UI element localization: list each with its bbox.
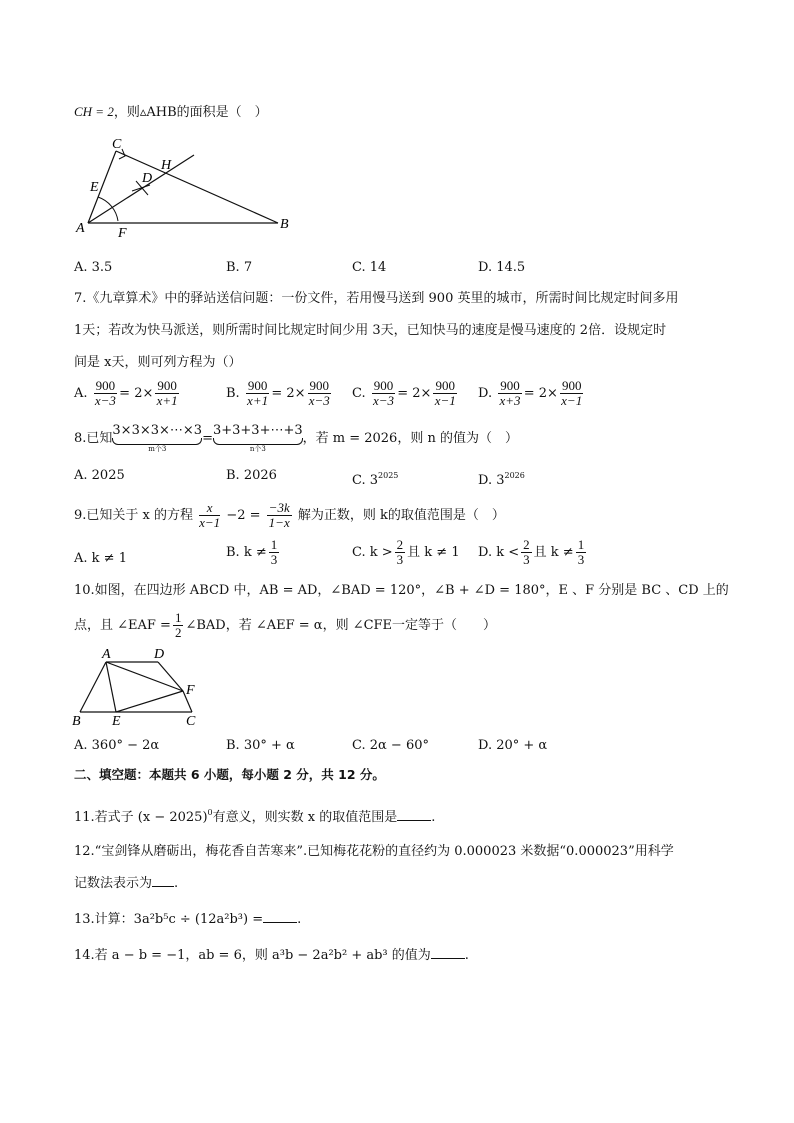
q7-option-c[interactable]: C. $\frac{900}{x-3}$ = 2× $\frac{900}{x-1}$ xyxy=(352,378,456,408)
q8-option-c[interactable]: C. $3^{2025}$ xyxy=(352,471,399,488)
q10-option-a[interactable]: A. 360° − 2α xyxy=(74,738,160,753)
fig-label-a2: A xyxy=(102,647,111,662)
fig-label-c: C xyxy=(112,137,122,152)
q14-answer-blank[interactable] xyxy=(431,946,465,959)
q8-prefix: 8.已知 xyxy=(74,431,113,446)
q7-option-b[interactable]: B. $\frac{900}{x+1}$ = 2× $\frac{900}{x-3}$ xyxy=(226,378,330,408)
q12-answer-blank[interactable] xyxy=(152,874,174,887)
q14-stem: 14.若 a − b = −1，ab = 6，则 a³b − 2a²b² + ab³ 的值为 . xyxy=(74,948,469,963)
q10-option-c[interactable]: C. 2α − 60° xyxy=(352,738,429,753)
fig-label-h: H xyxy=(161,158,172,173)
q9-stem xyxy=(74,501,505,530)
q8-option-b[interactable]: B. 2026 xyxy=(226,468,277,483)
q8-product-label: m个3 xyxy=(148,445,167,453)
q6-triangle-figure xyxy=(72,135,302,240)
q12-line-1: 12.“宝剑锋从磨砺出，梅花香自苦寒来”.已知梅花花粉的直径约为 0.000023 米数据“0.000023”用科学 xyxy=(74,844,674,859)
q8-sum: 3+3+3+⋯+3 xyxy=(212,423,303,438)
q11-exponent: 0 xyxy=(207,808,213,817)
q7-line-2: 1天；若改为快马派送，则所需时间比规定时间少用 3天，已知快马的速度是慢马速度的 2倍．设规定时 xyxy=(74,323,667,338)
q7-option-a[interactable]: A. $\frac{900}{x-3}$ = 2× $\frac{900}{x+1}$ xyxy=(74,378,178,408)
q7-option-d[interactable]: D. $\frac{900}{x+3}$ = 2× $\frac{900}{x-1}$ xyxy=(478,378,583,408)
q9-prefix: 9.已知关于 x 的方程 xyxy=(74,508,193,523)
q6-given: CH = 2 xyxy=(74,104,114,119)
q9-option-d[interactable]: D. k < $\frac{2}{3}$ 且 k ≠ $\frac{1}{3}$ xyxy=(478,537,585,567)
q9-suffix: 解为正数，则 k的取值范围是（ ） xyxy=(297,508,505,523)
section-fill-in-header: 二、填空题：本题共 6 小题，每小题 2 分，共 12 分。 xyxy=(74,767,385,782)
q10-line-2: 点，且 ∠EAF = $\frac{1}{2}$ ∠BAD，若 ∠AEF = α，则 ∠CFE一定等于（ ） xyxy=(74,610,497,640)
q6-option-d[interactable]: D. 14.5 xyxy=(478,260,526,275)
q13-answer-blank[interactable] xyxy=(263,910,297,923)
q11-stem: 11.若式子 $(x - 2025)^0$有意义，则实数 x 的取值范围是 . xyxy=(74,808,436,825)
q8-equals: = xyxy=(202,431,213,446)
q9-option-b[interactable]: B. k ≠ $\frac{1}{3}$ xyxy=(226,537,278,567)
q6-option-a[interactable]: A. 3.5 xyxy=(74,260,113,275)
q8-option-d-exponent: 2026 xyxy=(504,471,525,480)
q10-half-fraction: $\frac{1}{2}$ xyxy=(174,610,182,640)
q8-product: 3×3×3×⋯×3 xyxy=(112,423,203,438)
q9-mid: −2 = xyxy=(226,508,261,523)
q6-option-c[interactable]: C. 14 xyxy=(352,260,387,275)
q8-product-brace xyxy=(112,424,202,453)
q8-sum-brace xyxy=(213,424,303,453)
fig-label-d2: D xyxy=(154,647,165,662)
q10-line-1: 10.如图，在四边形 ABCD 中，AB = AD，∠BAD = 120°，∠B + ∠D = 180°，E 、F 分别是 BC 、CD 上的 xyxy=(74,583,729,598)
q8-option-a[interactable]: A. 2025 xyxy=(74,468,125,483)
q8-option-c-exponent: 2025 xyxy=(378,471,399,480)
q9-option-c[interactable]: C. k > $\frac{2}{3}$ 且 k ≠ 1 xyxy=(352,537,460,567)
q10-quadrilateral-figure xyxy=(68,646,208,728)
q13-stem: 13.计算：3a²b⁵c ÷ (12a²b³) = . xyxy=(74,912,302,927)
q7-line-1: 7.《九章算术》中的驿站送信问题：一份文件，若用慢马送到 900 英里的城市，所需时间比规定时间多用 xyxy=(74,291,679,306)
fig-label-b2: B xyxy=(72,714,81,728)
q11-answer-blank[interactable] xyxy=(397,808,431,821)
q8-option-d[interactable]: D. $3^{2026}$ xyxy=(478,471,525,488)
q6-stem xyxy=(74,103,268,122)
q8-stem xyxy=(74,424,518,453)
q12-line-2: 记数法表示为 . xyxy=(74,876,179,891)
fig-label-a: A xyxy=(76,221,85,236)
q6-option-b[interactable]: B. 7 xyxy=(226,260,253,275)
fig-label-f2: F xyxy=(186,683,195,698)
fig-label-f: F xyxy=(118,226,127,240)
q9-option-a[interactable]: A. k ≠ 1 xyxy=(74,551,127,566)
fig-label-c2: C xyxy=(186,714,196,728)
fig-label-d: D xyxy=(142,171,153,186)
q10-option-d[interactable]: D. 20° + α xyxy=(478,738,548,753)
q8-sum-label: n个3 xyxy=(249,445,266,453)
q10-option-b[interactable]: B. 30° + α xyxy=(226,738,295,753)
fig-label-b: B xyxy=(280,217,289,232)
fig-label-e2: E xyxy=(112,714,121,728)
q6-question: ，则▵AHB的面积是（ ） xyxy=(113,105,268,120)
q9-fraction-left: $\frac{x}{x-1}$ xyxy=(199,500,221,530)
q8-suffix: ，若 m = 2026，则 n 的值为（ ） xyxy=(302,431,518,446)
fig-label-e: E xyxy=(90,180,99,195)
q7-line-3: 间是 x天，则可列方程为（） xyxy=(74,355,242,370)
q9-fraction-right: $\frac{-3k}{1-x}$ xyxy=(268,500,290,530)
